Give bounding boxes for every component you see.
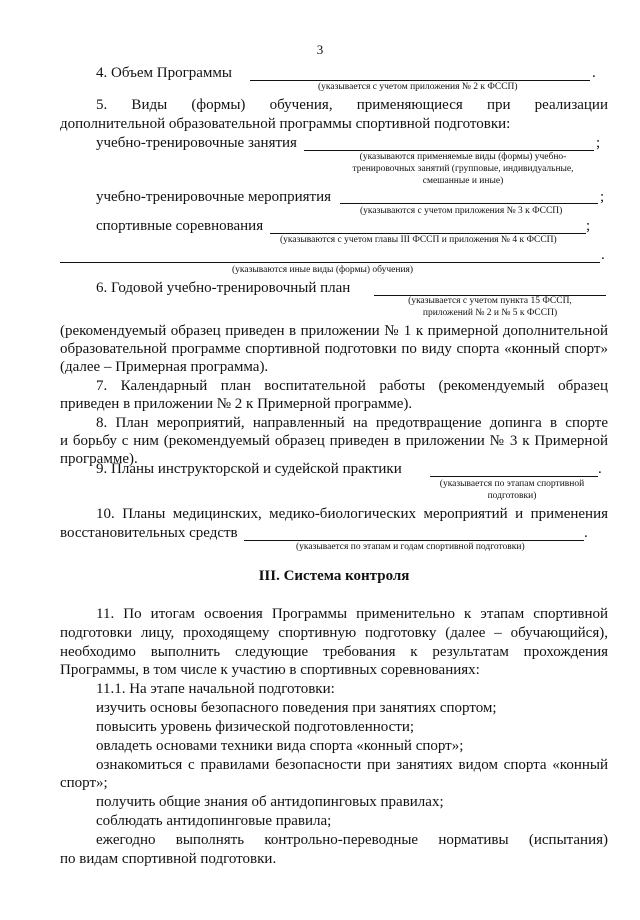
item-4-blank-line [250,80,590,81]
control-line-13: ежегодно выполнять контрольно-переводные нормативы (испытания) [96,832,608,848]
item-6-note-1: (указывается с учетом пункта 15 ФССП, [408,296,572,306]
competitions-end: ; [586,218,591,234]
control-line-5: 11.1. На этапе начальной подготовки: [96,681,335,697]
control-line-11: получить общие знания об антидопинговых правилах; [96,794,444,810]
control-line-7: повысить уровень физической подготовленности; [96,719,415,735]
events-label: учебно-тренировочные мероприятия [96,189,332,205]
training-blank-line [304,150,594,151]
item-10-blank-line [244,540,584,541]
item-6-label: 6. Годовой учебно-тренировочный план [96,280,351,296]
training-note-3: смешанные и иные) [422,176,504,186]
item-10-line-1: 10. Планы медицинских, медико-биологических мероприятий и применения [96,506,608,522]
item-8-line-1: 8. План мероприятий, направленный на предотвращение допинга в спорте [96,415,608,431]
item-9-label: 9. Планы инструкторской и судейской практики [96,461,402,477]
item-5-line-2: дополнительной образовательной программы спортивной подготовки: [60,116,511,132]
events-end: ; [600,189,605,205]
control-line-1: 11. По итогам освоения Программы применительно к этапам спортивной [96,606,608,622]
item-10-label: восстановительных средств [60,525,238,541]
competitions-note: (указываются с учетом главы III ФССП и приложения № 4 к ФССП) [280,235,557,245]
control-line-6: изучить основы безопасного поведения при занятиях спортом; [96,700,497,716]
other-forms-blank-line [60,262,600,263]
control-line-8: овладеть основами техники вида спорта «конный спорт»; [96,738,464,754]
control-line-3: необходимо выполнить следующие требования к результатам прохождения [60,644,608,660]
control-line-2: подготовки лицу, проходящему спортивную подготовку (далее – обучающийся), [60,625,608,641]
other-forms-note: (указываются иные виды (формы) обучения) [232,265,414,275]
training-note-1: (указываются применяемые виды (формы) учебно- [359,152,567,162]
competitions-label: спортивные соревнования [96,218,264,234]
competitions-blank-line [270,233,586,234]
item-9-note-2: подготовки) [487,491,537,501]
item-8-line-2: и борьбу с ним (рекомендуемый образец приведен в приложении № 3 к Примерной [60,433,608,449]
item-9-end: . [598,461,602,477]
page-number: 3 [316,42,324,57]
control-line-9: ознакомиться с правилами безопасности при занятиях видом спорта «конный [96,757,608,773]
item-10-note: (указывается по этапам и годам спортивной подготовки) [296,542,525,552]
events-note: (указываются с учетом приложения № 3 к ФССП) [360,206,563,216]
item-7-line-2: приведен в приложении № 2 к Примерной программе). [60,396,413,412]
item-4-note: (указывается с учетом приложения № 2 к ФССП) [318,82,518,92]
training-note-2: тренировочных занятий (групповые, индивидуальные, [352,164,574,174]
item-9-note-1: (указывается по этапам спортивной [439,479,585,489]
training-label: учебно-тренировочные занятия [96,135,297,151]
control-line-4: Программы, в том числе к участию в спортивных соревнованиях: [60,662,480,678]
other-forms-end: . [601,247,605,263]
item-6-note-2: приложений № 2 и № 5 к ФССП) [422,308,558,318]
item-5-line-1: 5. Виды (формы) обучения, применяющиеся при реализации [96,97,608,113]
item-6-line-3: (далее – Примерная программа). [60,359,269,375]
item-7-line-1: 7. Календарный план воспитательной работы (рекомендуемый образец [96,378,608,394]
training-end: ; [596,135,601,151]
events-blank-line [340,203,598,204]
control-line-14: по видам спортивной подготовки. [60,851,277,867]
item-6-line-1: (рекомендуемый образец приведен в приложении № 1 к примерной дополнительной [60,323,608,339]
item-4-label: 4. Объем Программы [96,65,232,81]
item-4-end: . [592,65,596,81]
control-line-10: спорт»; [60,775,108,791]
item-9-blank-line [430,476,598,477]
item-10-end: . [584,525,588,541]
control-line-12: соблюдать антидопинговые правила; [96,813,332,829]
item-8-line-3: программе). [60,451,138,467]
section-heading: III. Система контроля [258,568,410,584]
item-6-line-2: образовательной программе спортивной подготовки по виду спорта «конный спорт» [60,341,608,357]
